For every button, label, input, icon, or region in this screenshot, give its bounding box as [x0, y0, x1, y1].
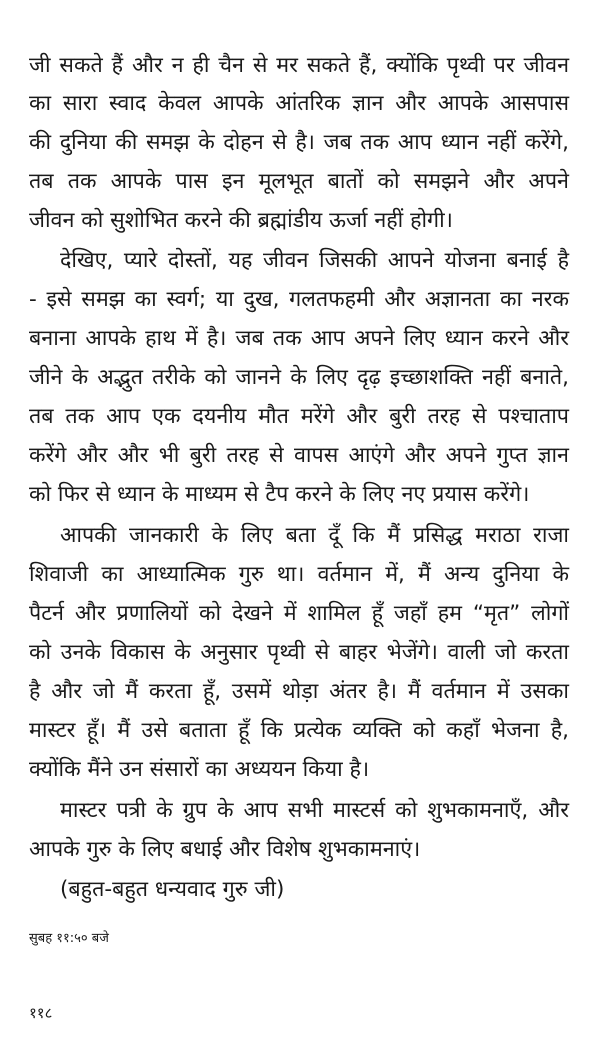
- paragraph-3-line-5: है और जो मैं करता हूँ, उसमें थोड़ा अंतर है। मैं वर्तमान में उसका: [29, 679, 569, 704]
- paragraph-1-line-2: का सारा स्वाद केवल आपके आंतरिक ज्ञान और आपके आसपास: [29, 91, 569, 116]
- paragraph-2-line-7: को फिर से ध्यान के माध्यम से टैप करने के लिए नए प्रयास करेंगे।: [29, 482, 530, 507]
- paragraph-3-line-1: आपकी जानकारी के लिए बता दूँ कि मैं प्रसिद्ध मराठा राजा: [60, 523, 569, 548]
- paragraph-1-line-4: तब तक आपके पास इन मूलभूत बातों को समझने और अपने: [29, 169, 569, 194]
- paragraph-3-line-6: मास्टर हूँ। मैं उसे बताता हूँ कि प्रत्येक व्यक्ति को कहाँ भेजना है,: [29, 718, 569, 743]
- paragraph-2-line-1: देखिए, प्यारे दोस्तों, यह जीवन जिसकी आपने योजना बनाई है: [60, 248, 569, 273]
- paragraph-3-line-2: शिवाजी का आध्यात्मिक गुरु था। वर्तमान में, मैं अन्य दुनिया के: [29, 562, 569, 587]
- paragraph-1-line-5: जीवन को सुशोभित करने की ब्रह्मांडीय ऊर्जा नहीं होगी।: [29, 208, 453, 233]
- paragraph-1-line-1: जी सकते हैं और न ही चैन से मर सकते हैं, क्योंकि पृथ्वी पर जीवन: [29, 53, 569, 78]
- timestamp: सुबह ११:५० बजे: [29, 931, 109, 946]
- paragraph-1-line-3: की दुनिया की समझ के दोहन से है। जब तक आप ध्यान नहीं करेंगे,: [29, 130, 569, 155]
- paragraph-2-line-4: जीने के अद्भुत तरीके को जानने के लिए दृढ़ इच्छाशक्ति नहीं बनाते,: [29, 365, 569, 390]
- paragraph-2-line-6: करेंगे और और भी बुरी तरह से वापस आएंगे और अपने गुप्त ज्ञान: [29, 443, 569, 468]
- paragraph-5-line-1: (बहुत-बहुत धन्यवाद गुरु जी): [60, 877, 285, 902]
- page-number: ११८: [29, 1004, 53, 1022]
- paragraph-2-line-3: बनाना आपके हाथ में है। जब तक आप अपने लिए ध्यान करने और: [29, 326, 569, 351]
- paragraph-3-line-7: क्योंकि मैंने उन संसारों का अध्ययन किया है।: [29, 757, 370, 782]
- paragraph-2-line-5: तब तक आप एक दयनीय मौत मरेंगे और बुरी तरह से पश्चाताप: [29, 404, 569, 429]
- paragraph-2-line-2: - इसे समझ का स्वर्ग; या दुख, गलतफहमी और अज्ञानता का नरक: [29, 287, 569, 312]
- paragraph-3-line-3: पैटर्न और प्रणालियों को देखने में शामिल हूँ जहाँ हम “मृत” लोगों: [29, 601, 569, 626]
- paragraph-4-line-2: आपके गुरु के लिए बधाई और विशेष शुभकामनाएं।: [29, 837, 421, 862]
- paragraph-4-line-1: मास्टर पत्री के ग्रुप के आप सभी मास्टर्स को शुभकामनाएँ, और: [60, 798, 569, 823]
- paragraph-3-line-4: को उनके विकास के अनुसार पृथ्वी से बाहर भेजेंगे। वाली जो करता: [29, 640, 569, 665]
